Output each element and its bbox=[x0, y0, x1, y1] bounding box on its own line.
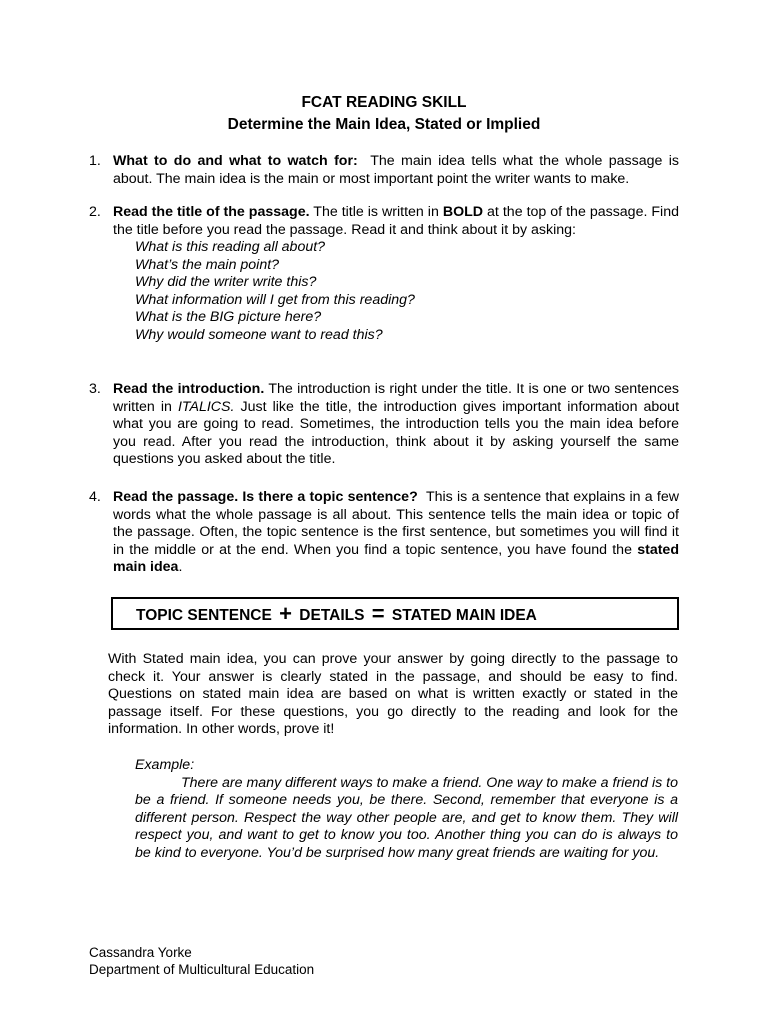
item-text-continued: Just like the title, the introduction gives important information about what you are going to read. Sometimes, the introduction tells you the main idea before you read. After you read the introduction, think about it by asking yourself the same questions you asked about the title. bbox=[113, 398, 680, 467]
formula-topic-sentence: TOPIC SENTENCE bbox=[136, 607, 272, 624]
example-text: There are many different ways to make a friend. One way to make a friend is to be a friend. If someone needs you, be there. Second, remember that everyone is a different person. Respect the way other people are, and get to know them. They will respect you, and want to get to know you too. Another thing you can do is always to be kind to everyone. You’d be surprised how many great friends are waiting for you. bbox=[135, 774, 678, 861]
formula-details: DETAILS bbox=[299, 607, 365, 624]
plus-sign: + bbox=[279, 601, 292, 626]
item-number: 4. bbox=[89, 489, 101, 505]
item-body bbox=[113, 204, 679, 239]
example-block bbox=[135, 757, 678, 862]
example-label: Example: bbox=[135, 757, 195, 773]
question-item: What is the BIG picture here? bbox=[135, 309, 322, 325]
item-lead: Read the introduction. bbox=[113, 381, 265, 397]
item-body bbox=[113, 153, 679, 188]
footer bbox=[89, 945, 314, 978]
end-punctuation: . bbox=[178, 559, 183, 575]
example-text-wrap bbox=[135, 775, 678, 863]
item-text: The title is written in bbox=[313, 204, 439, 220]
list-item-2 bbox=[89, 204, 679, 344]
item-lead: Read the passage. Is there a topic sentence? bbox=[113, 489, 418, 505]
list-item-4 bbox=[89, 489, 679, 577]
formula-box bbox=[111, 597, 679, 630]
bold-word: BOLD bbox=[442, 204, 484, 220]
footer-author: Cassandra Yorke bbox=[89, 945, 192, 960]
question-list bbox=[135, 239, 679, 344]
formula-stated-main-idea: STATED MAIN IDEA bbox=[391, 607, 537, 624]
formula-text bbox=[136, 601, 537, 626]
item-lead: Read the title of the passage. bbox=[113, 204, 310, 220]
question-item: What information will I get from this reading? bbox=[135, 291, 415, 308]
item-text: This is a sentence that explains in a few words what the whole passage is all about. This sentence tells the main idea or topic of the passage. Often, the topic sentence is the first sentence, but sometimes you will find it in the middle or at the end. When you find a topic sentence, you have found the bbox=[113, 489, 679, 558]
question-item: Why would someone want to read this? bbox=[135, 326, 383, 343]
question-item: Why did the writer write this? bbox=[135, 274, 317, 290]
item-number: 1. bbox=[89, 153, 101, 169]
question-item: What is this reading all about? bbox=[135, 239, 326, 255]
document-subtitle: Determine the Main Idea, Stated or Implied bbox=[227, 116, 541, 133]
document-title: FCAT READING SKILL bbox=[301, 94, 467, 111]
italic-word: ITALICS. bbox=[177, 398, 235, 415]
equals-sign: = bbox=[371, 601, 385, 626]
stated-main-idea-paragraph: With Stated main idea, you can prove your answer by going directly to the passage to check it. Your answer is clearly stated in the passage, and should be easy to find. Questions on stated main idea are based on what is written exactly or stated in the passage itself. For these questions, you go directly to the reading and look for the information. In other words, prove it! bbox=[108, 651, 678, 737]
item-text: The main idea tells what the whole passage is about. The main idea is the main or most important point the writer wants to make. bbox=[113, 153, 680, 187]
item-number: 2. bbox=[89, 204, 101, 220]
item-body bbox=[113, 489, 679, 577]
item-lead: What to do and what to watch for: bbox=[113, 153, 358, 169]
item-body bbox=[113, 381, 679, 469]
question-item: What’s the main point? bbox=[135, 256, 280, 273]
stated-main-idea-term: stated main idea bbox=[113, 541, 679, 575]
item-number: 3. bbox=[89, 381, 101, 397]
item-text: The introduction is right under the title. It is one or two sentences written in bbox=[113, 381, 679, 415]
list-item-1 bbox=[89, 153, 679, 188]
item-text-continued: at the top of the passage. Find the title before you read the passage. Read it and think about it by asking: bbox=[113, 204, 679, 238]
list-item-3 bbox=[89, 381, 679, 469]
footer-department: Department of Multicultural Education bbox=[89, 961, 315, 977]
